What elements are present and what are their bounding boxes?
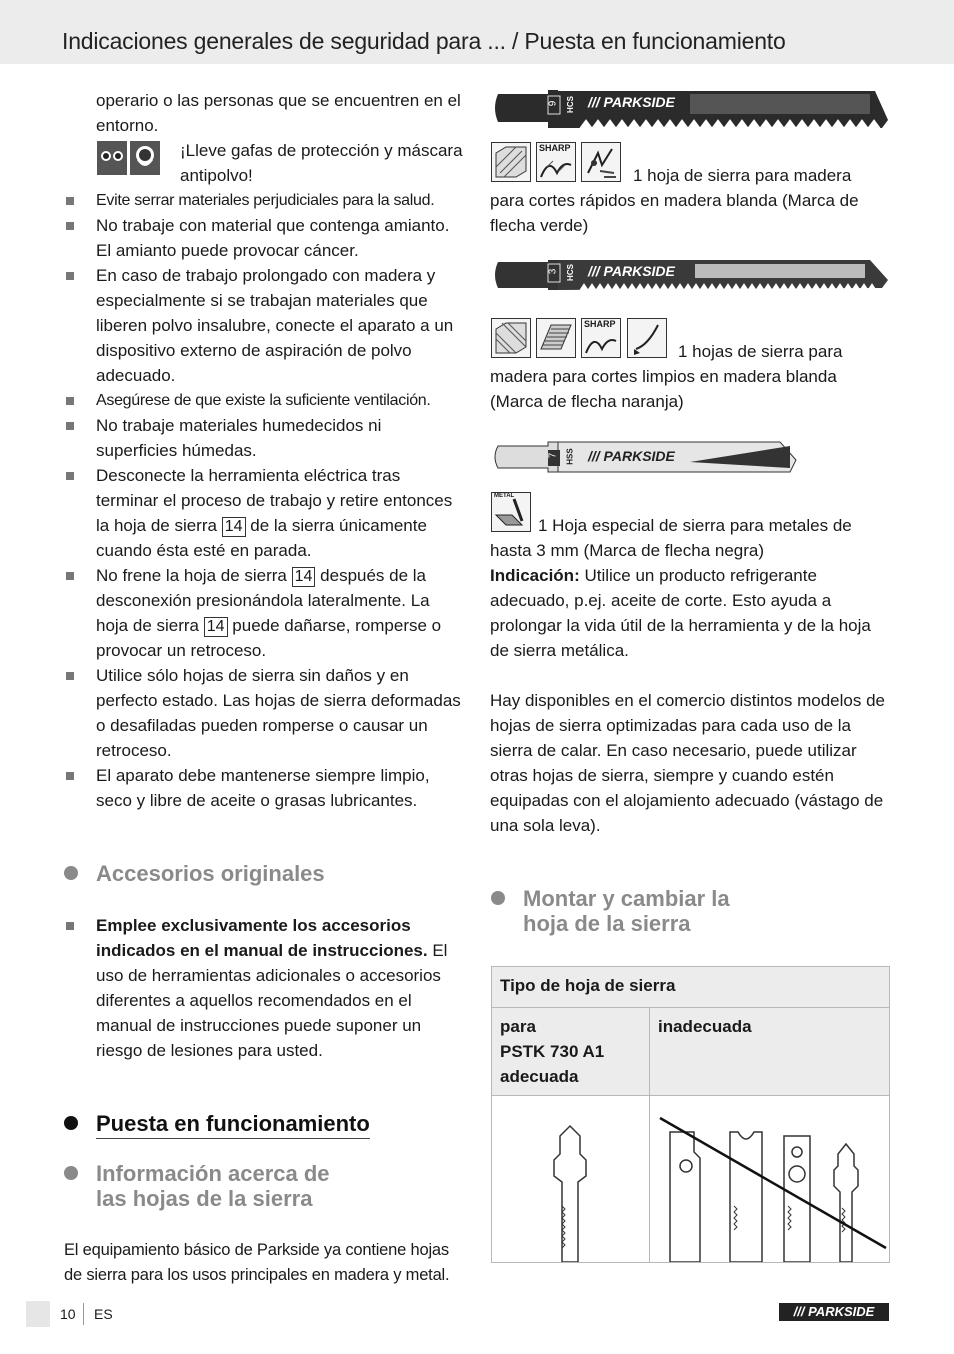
bullet-marker [66, 572, 74, 580]
footer-marker [26, 1301, 50, 1327]
unsuitable-blades-drawing [650, 1096, 890, 1263]
suitable-blade-drawing [492, 1096, 650, 1263]
sharp-cut-icon: SHARP [536, 142, 576, 182]
parkside-logo: /// PARKSIDE [779, 1303, 889, 1321]
bullet-9: El aparato debe mantenerse siempre limpio, seco y libre de aceite o grasas lubricantes. [96, 766, 430, 810]
bullet-6: Desconecte la herramienta eléctrica tras terminar el proceso de trabajo y retire entonces la hoja de sierra 14 de la sierra únicamente cuando ésta esté en parada. [96, 466, 453, 560]
section-dot [64, 1166, 78, 1180]
bullet-marker [66, 272, 74, 280]
table-cell-unsuitable: inadecuada [650, 1008, 890, 1096]
metal-icon: METAL [491, 492, 531, 532]
availability-text: Hay disponibles en el comercio distintos modelos de hojas de sierra optimizadas para cada uso de la sierra de calar. En caso necesario, puede utilizar otras hojas de sierra, siempre y cuando estén equipadas con el alojamiento adecuado (vástago de una sola leva). [490, 691, 885, 835]
blade-3-description: 1 Hoja especial de sierra para metales de hasta 3 mm (Marca de flecha negra) [490, 516, 852, 560]
bullet-4: Asegúrese de que existe la suficiente ventilación. [96, 392, 431, 409]
bullet-5: No trabaje materiales humedecidos ni superficies húmedas. [96, 416, 382, 460]
bullet-2: No trabaje con material que contenga amianto. El amianto puede provocar cáncer. [96, 216, 450, 260]
goggles-mask-icon [96, 140, 162, 176]
table-header: Tipo de hoja de sierra [492, 967, 890, 1008]
language-code: ES [94, 1306, 113, 1322]
info-text: El equipamiento básico de Parkside ya contiene hojas de sierra para los usos principales en madera y metal. [64, 1241, 450, 1284]
part-number: 14 [222, 517, 246, 537]
heading-accesorios: Accesorios originales [96, 861, 325, 886]
bullet-marker [66, 397, 74, 405]
section-dot [491, 891, 505, 905]
saw-blade-3-image: 7 HSS /// PARKSIDE [490, 440, 800, 476]
page-number: 10 [60, 1306, 76, 1322]
heading-informacion: Información acerca de las hojas de la sierra [96, 1161, 330, 1211]
heading-montar: Montar y cambiar la hoja de la sierra [523, 886, 730, 936]
bullet-marker [66, 922, 74, 930]
blade-1-description: 1 hoja de sierra para madera para cortes rápidos en madera blanda (Marca de flecha verde) [490, 166, 859, 235]
bullet-marker [66, 222, 74, 230]
bullet-marker [66, 422, 74, 430]
bullet-3: En caso de trabajo prolongado con madera y especialmente si se trabajan materiales que liberen polvo insalubre, conecte el aparato a un dispositivo externo de aspiración de polvo adecuado. [96, 266, 454, 385]
bullet-7: No frene la hoja de sierra 14 después de la desconexión presionándola lateralmente. La hoja de sierra 14 puede dañarse, romperse o provocar un retroceso. [96, 566, 442, 660]
footer-divider [83, 1303, 84, 1325]
bullet-marker [66, 472, 74, 480]
part-number: 14 [292, 567, 316, 587]
saw-blade-2-image: 3 HCS /// PARKSIDE [490, 258, 890, 294]
table-cell-suitable: para PSTK 730 A1 adecuada [492, 1008, 650, 1096]
intro-text: operario o las personas que se encuentren en el entorno. [96, 91, 461, 135]
saw-blade-1-image: 9 HCS /// PARKSIDE [490, 88, 890, 134]
note-text: Indicación: Utilice un producto refrigerante adecuado, p.ej. aceite de corte. Esto ayuda a prolongar la vida útil de la herramienta y de la hoja de sierra metálica. [490, 566, 871, 660]
bullet-1: Evite serrar materiales perjudiciales para la salud. [96, 192, 435, 209]
page-title: Indicaciones generales de seguridad para ... / Puesta en funcionamiento [62, 28, 786, 54]
goggles-warning: ¡Lleve gafas de protección y máscara antipolvo! [180, 141, 463, 185]
blade-type-table [491, 966, 890, 1263]
page-header [0, 0, 954, 64]
sharp-clean-cut-icon: SHARP [581, 318, 621, 358]
bullet-8: Utilice sólo hojas de sierra sin daños y en perfecto estado. Las hojas de sierra deformadas o desafiladas pueden romperse o causar un retroceso. [96, 666, 461, 760]
part-number: 14 [204, 617, 228, 637]
bullet-marker [66, 197, 74, 205]
bullet-marker [66, 672, 74, 680]
bullet-marker [66, 772, 74, 780]
section-dot [64, 866, 78, 880]
section-dot [64, 1116, 78, 1130]
blade-2-description: 1 hojas de sierra para madera para cortes limpios en madera blanda (Marca de flecha naranja) [490, 342, 843, 411]
accessories-text: Emplee exclusivamente los accesorios indicados en el manual de instrucciones. El uso de herramientas adicionales o accesorios diferentes a aquellos recomendados en el manual de instrucciones puede suponer un riesgo de lesiones para usted. [96, 916, 448, 1060]
heading-puesta: Puesta en funcionamiento [96, 1111, 370, 1139]
